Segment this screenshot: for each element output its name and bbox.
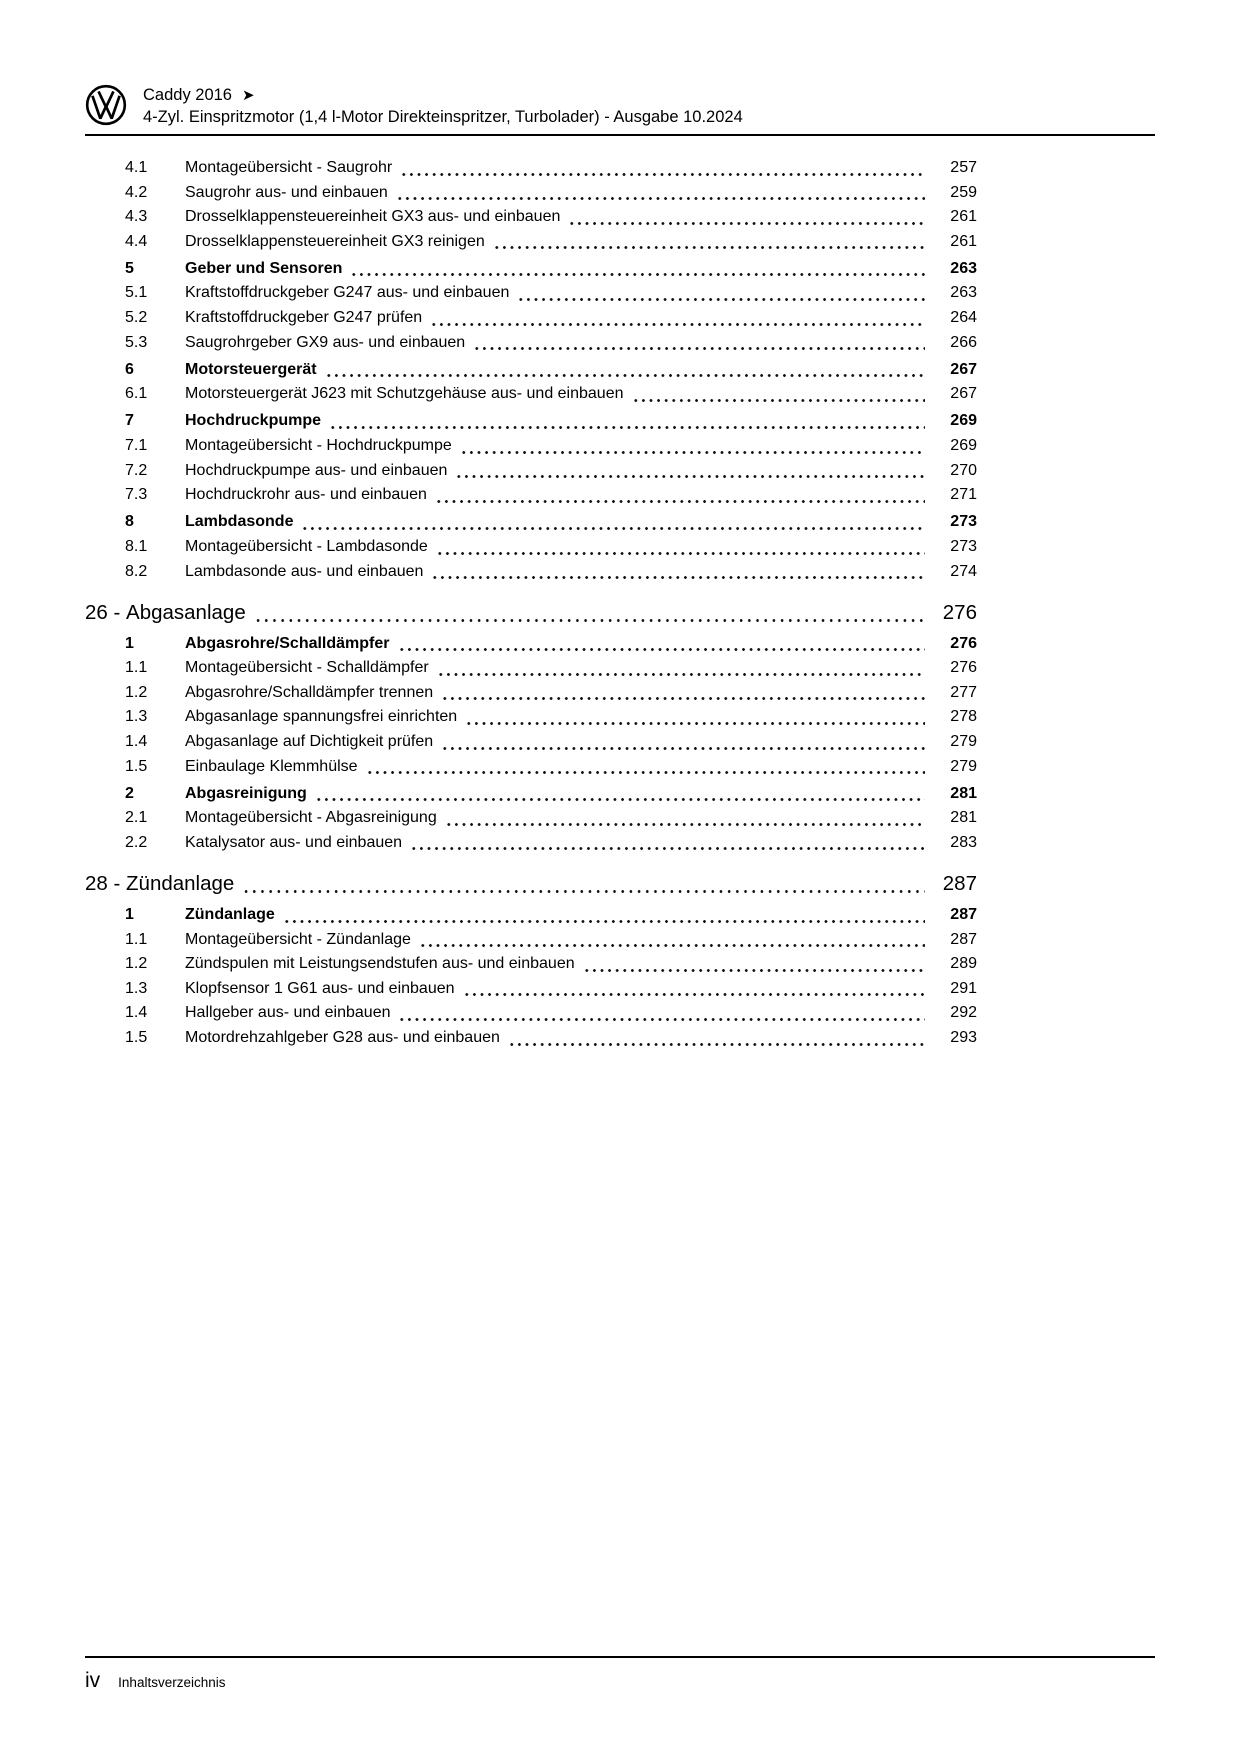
entry-title: Zündanlage	[126, 872, 235, 896]
toc-entry	[85, 597, 977, 629]
footer	[85, 1656, 1155, 1693]
dot-leader-icon	[508, 1042, 925, 1047]
toc-entry	[85, 281, 977, 306]
entry-title: Hallgeber aus- und einbauen	[185, 1004, 391, 1022]
toc-entry	[85, 977, 977, 1002]
entry-number: 7	[125, 412, 134, 430]
toc-entry	[85, 903, 977, 928]
entry-page: 279	[950, 757, 977, 775]
entry-number: 2.1	[125, 809, 148, 827]
dot-leader-icon	[366, 770, 925, 775]
dot-leader-icon	[437, 672, 925, 677]
toc-entry	[85, 831, 977, 856]
toc-entry	[85, 358, 977, 383]
dot-leader-icon	[396, 196, 925, 201]
toc-entry	[85, 681, 977, 706]
dot-leader-icon	[325, 373, 925, 378]
toc-entry	[85, 459, 977, 484]
arrow-right-icon: ➤	[242, 87, 255, 104]
toc-entry	[85, 1001, 977, 1026]
toc-entry	[85, 382, 977, 407]
dot-leader-icon	[254, 618, 925, 623]
entry-page: 267	[950, 360, 977, 378]
entry-number: 5.1	[125, 284, 148, 302]
entry-number: 1.1	[125, 930, 148, 948]
entry-page: 261	[950, 232, 977, 250]
entry-page: 263	[950, 259, 977, 277]
dot-leader-icon	[460, 450, 925, 455]
entry-page: 289	[950, 955, 977, 973]
entry-page: 278	[950, 708, 977, 726]
footer-label: Inhaltsverzeichnis	[118, 1675, 226, 1690]
entry-title: Zündspulen mit Leistungsendstufen aus- und einbauen	[185, 955, 575, 973]
entry-number: 8.1	[125, 537, 148, 555]
dot-leader-icon	[632, 398, 926, 403]
dot-leader-icon	[436, 551, 925, 556]
entry-title: Montageübersicht - Hochdruckpumpe	[185, 437, 452, 455]
entry-page: 270	[950, 461, 977, 479]
dot-leader-icon	[463, 992, 925, 997]
header-divider	[85, 134, 1155, 136]
dot-leader-icon	[441, 746, 925, 751]
entry-title: Montageübersicht - Zündanlage	[185, 930, 411, 948]
entry-title: Lambdasonde aus- und einbauen	[185, 562, 424, 580]
entry-title: Abgasreinigung	[185, 784, 307, 802]
entry-number: 4.2	[125, 183, 148, 201]
toc-entry	[85, 868, 977, 900]
entry-title: Montageübersicht - Schalldämpfer	[185, 659, 429, 677]
entry-title: Motorsteuergerät J623 mit Schutzgehäuse aus- und einbauen	[185, 385, 624, 403]
dot-leader-icon	[419, 943, 925, 948]
entry-page: 267	[950, 385, 977, 403]
entry-number: 2	[125, 784, 134, 802]
entry-title: Lambdasonde	[185, 513, 294, 531]
entry-page: 277	[950, 683, 977, 701]
entry-number: 7.3	[125, 486, 148, 504]
toc-entry	[85, 560, 977, 585]
dot-leader-icon	[410, 846, 925, 851]
entry-number: 8.2	[125, 562, 148, 580]
toc-entry	[85, 928, 977, 953]
dot-leader-icon	[455, 474, 925, 479]
dot-leader-icon	[430, 322, 925, 327]
dot-leader-icon	[493, 245, 925, 250]
entry-title: Hochdruckpumpe	[185, 412, 322, 430]
vw-logo-icon	[85, 84, 127, 126]
entry-title: Kraftstoffdruckgeber G247 prüfen	[185, 309, 423, 327]
entry-number: 1.3	[125, 708, 148, 726]
dot-leader-icon	[441, 696, 925, 701]
entry-number: 1.4	[125, 1004, 148, 1022]
entry-number: 8	[125, 513, 134, 531]
entry-number: 4.4	[125, 232, 148, 250]
toc-entry	[85, 535, 977, 560]
toc-entry	[85, 306, 977, 331]
header	[85, 84, 1155, 128]
toc-entry	[85, 755, 977, 780]
toc-entry	[85, 1026, 977, 1051]
entry-title: Montageübersicht - Abgasreinigung	[185, 809, 437, 827]
entry-page: 264	[950, 309, 977, 327]
entry-number: 1.5	[125, 1028, 148, 1046]
toc-entry	[85, 257, 977, 282]
entry-title: Katalysator aus- und einbauen	[185, 833, 403, 851]
entry-number: 1.1	[125, 659, 148, 677]
entry-number: 4.3	[125, 208, 148, 226]
entry-page: 293	[950, 1028, 977, 1046]
entry-page: 281	[950, 809, 977, 827]
dot-leader-icon	[350, 272, 925, 277]
dot-leader-icon	[315, 797, 925, 802]
entry-number: 5.3	[125, 333, 148, 351]
entry-title: Abgasanlage spannungsfrei einrichten	[185, 708, 458, 726]
entry-title: Abgasanlage auf Dichtigkeit prüfen	[185, 732, 434, 750]
entry-number: 1	[125, 634, 134, 652]
entry-number: 1.5	[125, 757, 148, 775]
entry-page: 261	[950, 208, 977, 226]
entry-number: 6.1	[125, 385, 148, 403]
entry-number: 1	[125, 905, 134, 923]
entry-number: 1.2	[125, 683, 148, 701]
toc-entry	[85, 409, 977, 434]
entry-title: Kraftstoffdruckgeber G247 aus- und einbauen	[185, 284, 510, 302]
entry-number: 7.1	[125, 437, 148, 455]
entry-number: 5	[125, 259, 134, 277]
header-text	[143, 84, 743, 128]
entry-page: 257	[950, 159, 977, 176]
entry-page: 276	[950, 634, 977, 652]
document-subtitle: 4-Zyl. Einspritzmotor (1,4 l-Motor Direkteinspritzer, Turbolader) - Ausgabe 10.2024	[143, 108, 743, 126]
entry-number: 26 -	[85, 601, 127, 625]
toc-entry	[85, 434, 977, 459]
entry-page: 291	[950, 979, 977, 997]
entry-number: 1.4	[125, 732, 148, 750]
entry-title: Hochdruckrohr aus- und einbauen	[185, 486, 427, 504]
dot-leader-icon	[398, 647, 926, 652]
entry-title: Geber und Sensoren	[185, 259, 343, 277]
dot-leader-icon	[301, 526, 925, 531]
entry-number: 28 -	[85, 872, 127, 896]
entry-number: 2.2	[125, 833, 148, 851]
entry-number: 6	[125, 360, 134, 378]
dot-leader-icon	[465, 721, 925, 726]
entry-page: 276	[942, 601, 977, 625]
entry-number: 5.2	[125, 309, 148, 327]
entry-title: Abgasanlage	[126, 601, 246, 625]
toc-list	[85, 156, 977, 1051]
entry-page: 263	[950, 284, 977, 302]
dot-leader-icon	[283, 919, 925, 924]
dot-leader-icon	[568, 221, 925, 226]
toc-entry	[85, 632, 977, 657]
entry-title: Einbaulage Klemmhülse	[185, 757, 358, 775]
entry-page: 292	[950, 1004, 977, 1022]
dot-leader-icon	[445, 822, 925, 827]
entry-title: Abgasrohre/Schalldämpfer	[185, 634, 390, 652]
entry-title: Motordrehzahlgeber G28 aus- und einbauen	[185, 1028, 500, 1046]
dot-leader-icon	[517, 297, 925, 302]
entry-page: 271	[950, 486, 977, 504]
entry-page: 259	[950, 183, 977, 201]
entry-page: 276	[950, 659, 977, 677]
entry-number: 4.1	[125, 159, 148, 176]
entry-page: 269	[950, 437, 977, 455]
entry-page: 281	[950, 784, 977, 802]
dot-leader-icon	[435, 499, 925, 504]
entry-title: Zündanlage	[185, 905, 275, 923]
entry-number: 1.3	[125, 979, 148, 997]
entry-number: 1.2	[125, 955, 148, 973]
entry-page: 283	[950, 833, 977, 851]
entry-title: Klopfsensor 1 G61 aus- und einbauen	[185, 979, 455, 997]
entry-title: Saugrohr aus- und einbauen	[185, 183, 388, 201]
entry-page: 273	[950, 537, 977, 555]
dot-leader-icon	[329, 425, 925, 430]
entry-page: 287	[942, 872, 977, 896]
toc-entry	[85, 205, 977, 230]
entry-title: Montageübersicht - Saugrohr	[185, 159, 393, 176]
entry-title: Abgasrohre/Schalldämpfer trennen	[185, 683, 434, 701]
toc-entry	[85, 156, 977, 181]
toc-entry	[85, 656, 977, 681]
entry-title: Montageübersicht - Lambdasonde	[185, 537, 428, 555]
toc-entry	[85, 181, 977, 206]
dot-leader-icon	[473, 346, 925, 351]
header-model-line	[143, 85, 743, 106]
dot-leader-icon	[400, 172, 925, 177]
entry-page: 287	[950, 930, 977, 948]
entry-number: 7.2	[125, 461, 148, 479]
dot-leader-icon	[242, 889, 925, 894]
entry-title: Saugrohrgeber GX9 aus- und einbauen	[185, 333, 466, 351]
entry-title: Drosselklappensteuereinheit GX3 reinigen	[185, 232, 485, 250]
entry-page: 266	[950, 333, 977, 351]
entry-title: Hochdruckpumpe aus- und einbauen	[185, 461, 448, 479]
entry-page: 279	[950, 732, 977, 750]
toc-entry	[85, 230, 977, 255]
toc-entry	[85, 806, 977, 831]
toc-entry	[85, 782, 977, 807]
toc-entry	[85, 483, 977, 508]
page-number: iv	[85, 1669, 101, 1692]
dot-leader-icon	[398, 1017, 925, 1022]
toc-entry	[85, 952, 977, 977]
toc-entry	[85, 331, 977, 356]
toc-entry	[85, 705, 977, 730]
toc-entry	[85, 730, 977, 755]
entry-page: 274	[950, 562, 977, 580]
entry-page: 273	[950, 513, 977, 531]
entry-title: Drosselklappensteuereinheit GX3 aus- und einbauen	[185, 208, 561, 226]
entry-page: 287	[950, 905, 977, 923]
model-title: Caddy 2016	[143, 86, 232, 104]
entry-title: Motorsteuergerät	[185, 360, 317, 378]
toc-entry	[85, 510, 977, 535]
entry-page: 269	[950, 412, 977, 430]
dot-leader-icon	[583, 968, 925, 973]
dot-leader-icon	[431, 575, 925, 580]
